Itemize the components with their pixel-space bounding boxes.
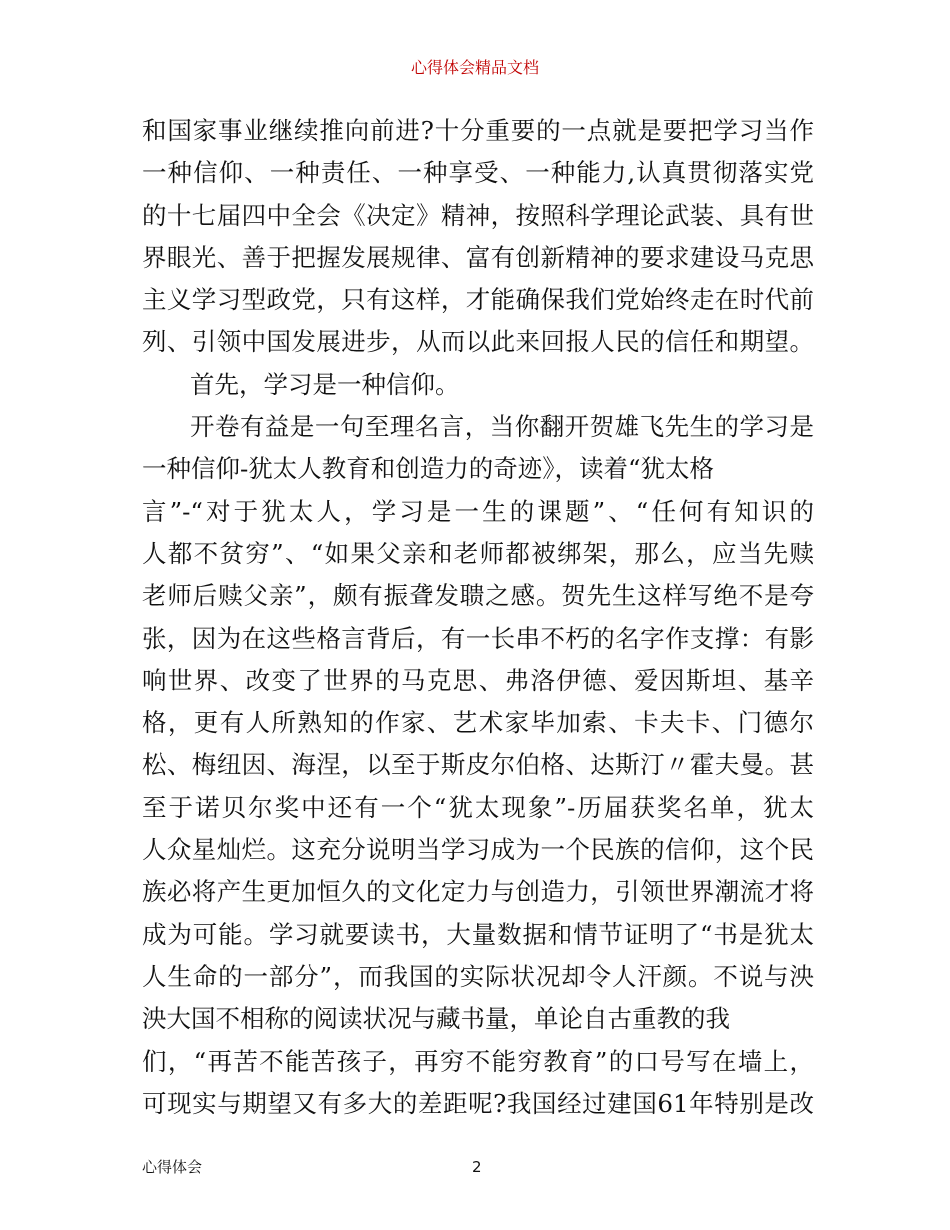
- text-line: 人生命的一部分”，而我国的实际状况却令人汗颜。不说与泱: [142, 961, 814, 991]
- page-number: 2: [472, 1158, 482, 1176]
- page-header: 心得体会精品文档: [410, 58, 539, 77]
- text-line: 成为可能。学习就要读书，大量数据和情节证明了“书是犹太: [142, 919, 814, 949]
- text-line: 至于诺贝尔奖中还有一个“犹太现象”-历届获奖名单，犹太: [142, 792, 814, 822]
- text-line: 泱大国不相称的阅读状况与藏书量，单论自古重教的我: [142, 1004, 730, 1034]
- footer-label: 心得体会: [142, 1158, 203, 1176]
- text-line: 言”-“对于犹太人，学习是一生的课题”、“任何有知识的: [142, 496, 814, 526]
- paragraph-first-line: 开卷有益是一句至理名言，当你翻开贺雄飞先生的学习是: [190, 412, 814, 442]
- document-body: [142, 110, 814, 1125]
- text-line: 列、引领中国发展进步，从而以此来回报人民的信任和期望。: [142, 327, 814, 357]
- text-line: 松、梅纽因、海涅，以至于斯皮尔伯格、达斯汀〃霍夫曼。甚: [142, 750, 814, 780]
- text-line: 们，“再苦不能苦孩子，再穷不能穷教育”的口号写在墙上，: [142, 1046, 814, 1076]
- text-line: 一种信仰、一种责任、一种享受、一种能力,认真贯彻落实党: [142, 158, 814, 188]
- text-line: 老师后赎父亲”，颇有振聋发聩之感。贺先生这样写绝不是夸: [142, 581, 814, 611]
- text-line: 的十七届四中全会《决定》精神，按照科学理论武装、具有世: [142, 200, 814, 230]
- text-line: 人众星灿烂。这充分说明当学习成为一个民族的信仰，这个民: [142, 835, 814, 865]
- section-heading-line: 首先，学习是一种信仰。: [190, 369, 460, 399]
- text-line: 响世界、改变了世界的马克思、弗洛伊德、爱因斯坦、基辛: [142, 665, 814, 695]
- text-line: 格，更有人所熟知的作家、艺术家毕加索、卡夫卡、门德尔: [142, 708, 814, 738]
- text-line: 界眼光、善于把握发展规律、富有创新精神的要求建设马克思: [142, 242, 814, 272]
- text-line: 张，因为在这些格言背后，有一长串不朽的名字作支撑：有影: [142, 623, 814, 653]
- text-line: 可现实与期望又有多大的差距呢?我国经过建国61年特别是改: [142, 1088, 814, 1118]
- text-line: 一种信仰-犹太人教育和创造力的奇迹》，读着“犹太格: [142, 454, 715, 484]
- text-line: 和国家事业继续推向前进?十分重要的一点就是要把学习当作: [142, 116, 814, 145]
- text-line: 人都不贫穷”、“如果父亲和老师都被绑架，那么，应当先赎: [142, 538, 814, 568]
- text-line: 主义学习型政党，只有这样，才能确保我们党始终走在时代前: [142, 285, 814, 315]
- page-footer: [142, 1155, 814, 1179]
- text-line: 族必将产生更加恒久的文化定力与创造力，引领世界潮流才将: [142, 877, 814, 907]
